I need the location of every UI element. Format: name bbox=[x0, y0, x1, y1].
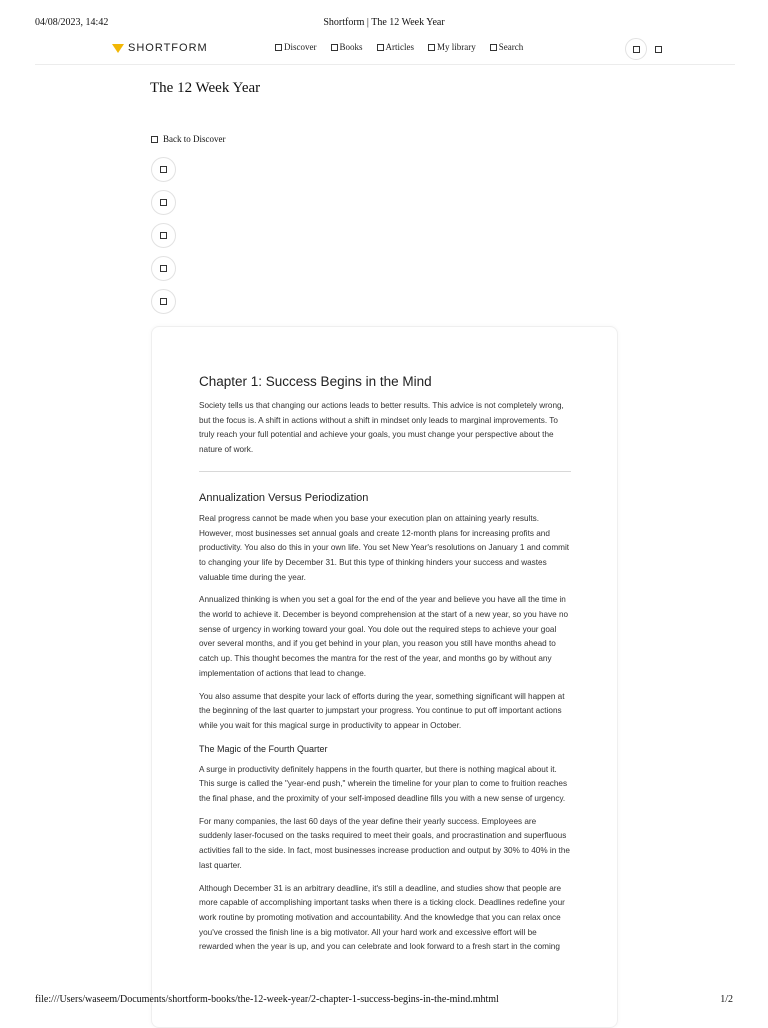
chapter-title: Chapter 1: Success Begins in the Mind bbox=[199, 374, 432, 389]
section-title-fourth-quarter: The Magic of the Fourth Quarter bbox=[199, 743, 328, 754]
paragraph: For many companies, the last 60 days of the year define their yearly success. Employees are suddenly laser-focused on the tasks required to meet their goals, and procrastination and superfluous activities fall to the side. In fact, most businesses increase production and output by 30% to 40% in the last quarter. bbox=[199, 816, 570, 870]
shortform-logo-icon bbox=[112, 44, 124, 53]
chapter-content bbox=[199, 372, 571, 963]
toolbar-icon-4 bbox=[160, 265, 167, 272]
toolbar-button-1[interactable] bbox=[151, 157, 176, 182]
account-icon bbox=[633, 46, 640, 53]
nav-links bbox=[275, 42, 523, 52]
articles-icon bbox=[377, 44, 384, 51]
nav-search-link[interactable]: Search bbox=[490, 42, 524, 52]
print-url: file:///Users/waseem/Documents/shortform-books/the-12-week-year/2-chapter-1-success-begins-in-the-mind.mhtml bbox=[35, 994, 499, 1005]
top-navbar bbox=[35, 36, 735, 65]
books-icon bbox=[331, 44, 338, 51]
paragraph: Annualized thinking is when you set a goal for the end of the year and believe you have all the time in the world to achieve it. December is beyond comprehension at the start of a new year, so you have no sense of urgency in working toward your goal. You dole out the required steps to achieve your goal over several months, and if you get behind in your plan, you reason you still have months ahead to catch up. This thought becomes the mantra for the rest of the year, and months go by without any implementation of actions that lead to change. bbox=[199, 595, 569, 678]
paragraph: Although December 31 is an arbitrary deadline, it's still a deadline, and studies show that people are more capable of accomplishing important tasks when there is a ticking clock. Deadlines redefine your work routine by promoting motivation and accountability. And the knowledge that you can relax once you've crossed the finish line is a big motivator. All your hard work and excessive effort will be rewarded when the year is up, and you can celebrate and look forward to a fresh start in the coming bbox=[199, 883, 565, 952]
toolbar-icon-5 bbox=[160, 298, 167, 305]
search-icon bbox=[490, 44, 497, 51]
chapter-card bbox=[151, 326, 618, 1028]
back-arrow-icon bbox=[151, 136, 158, 143]
nav-discover-link[interactable]: Discover bbox=[275, 42, 317, 52]
section-divider bbox=[199, 471, 571, 472]
print-title: Shortform | The 12 Week Year bbox=[323, 17, 445, 28]
shortform-logo[interactable] bbox=[112, 42, 208, 54]
reader-toolbar bbox=[151, 157, 176, 314]
toolbar-button-5[interactable] bbox=[151, 289, 176, 314]
back-to-discover-link[interactable]: Back to Discover bbox=[151, 134, 225, 144]
nav-articles-link[interactable]: Articles bbox=[377, 42, 415, 52]
nav-books-link[interactable]: Books bbox=[331, 42, 363, 52]
toolbar-button-4[interactable] bbox=[151, 256, 176, 281]
paragraph: A surge in productivity definitely happens in the fourth quarter, but there is nothing magical about it. This surge is called the "year-end push," wherein the timeline for your plan to come to fruition reaches the final phase, and the proximity of your self-imposed deadline fills you with a new sense of urgency. bbox=[199, 764, 568, 804]
discover-icon bbox=[275, 44, 282, 51]
paragraph: You also assume that despite your lack of efforts during the year, something significant will happen at the beginning of the last quarter to jumpstart your progress. You continue to put off important actions while you wait for this magical surge in productivity to appear in October. bbox=[199, 691, 565, 730]
book-title: The 12 Week Year bbox=[150, 80, 261, 96]
toolbar-button-2[interactable] bbox=[151, 190, 176, 215]
toolbar-button-3[interactable] bbox=[151, 223, 176, 248]
menu-icon[interactable] bbox=[655, 46, 662, 53]
print-date: 04/08/2023, 14:42 bbox=[35, 17, 109, 28]
library-icon bbox=[428, 44, 435, 51]
toolbar-icon-3 bbox=[160, 232, 167, 239]
toolbar-icon-2 bbox=[160, 199, 167, 206]
account-button[interactable] bbox=[625, 38, 647, 60]
paragraph: Real progress cannot be made when you base your execution plan on attaining yearly results. However, most businesses set annual goals and create 12-month plans for increasing profits and productivity. You also do this in your own life. You set New Year's resolutions on January 1 and commit to changing your life by December 31. But this type of thinking hinders your success and wastes valuable time during the year. bbox=[199, 513, 570, 582]
chapter-intro: Society tells us that changing our actions leads to better results. This advice is not completely wrong, but the focus is. A shift in actions without a shift in mindset only leads to marginal improvements. To truly reach your full potential and achieve your goals, you must change your perspective about the nature of work. bbox=[199, 401, 564, 455]
print-page-number: 1/2 bbox=[720, 994, 733, 1005]
brand-name: SHORTFORM bbox=[128, 42, 208, 54]
nav-my-library-link[interactable]: My library bbox=[428, 42, 476, 52]
section-title-annualization: Annualization Versus Periodization bbox=[199, 491, 369, 504]
nav-right-actions bbox=[625, 38, 662, 60]
toolbar-icon-1 bbox=[160, 166, 167, 173]
